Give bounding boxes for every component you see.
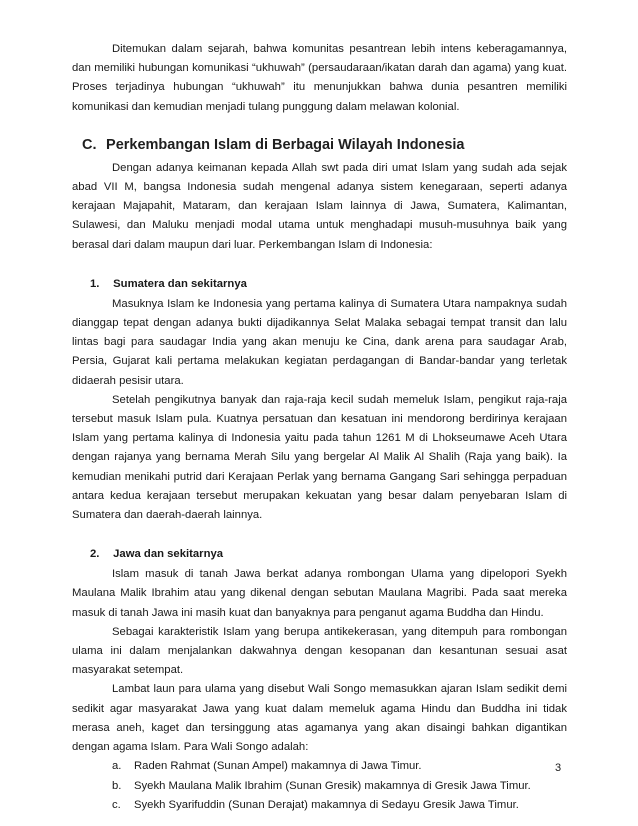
document-page xyxy=(72,40,567,815)
section-c-letter: C. xyxy=(82,136,97,153)
list-item-text: Syekh Syarifuddin (Sunan Derajat) makamnya di Sedayu Gresik Jawa Timur. xyxy=(134,798,519,811)
list-item-text: Syekh Maulana Malik Ibrahim (Sunan Gresik) makamnya di Gresik Jawa Timur. xyxy=(134,779,531,792)
list-marker: c. xyxy=(112,798,121,811)
page-number: 3 xyxy=(555,762,562,774)
list-item xyxy=(112,796,567,815)
subsection-1-heading xyxy=(90,275,567,294)
list-item xyxy=(112,757,567,776)
subsection-1-paragraph-1: Masuknya Islam ke Indonesia yang pertama kalinya di Sumatera Utara nampaknya sudah dianggap tepat dengan adanya bukti dijadikannya Selat Malaka sebagai tempat transit dan lalu lintas bagi para saudagar India yang akan menuju ke Cina, dank arena para saudagar Arab, Persia, Gujarat kali pertama melakukan kegiatan perdagangan di Bandar-bandar yang terletak didaerah pesisir utara. xyxy=(72,297,567,387)
subsection-2-paragraph-1: Islam masuk di tanah Jawa berkat adanya rombongan Ulama yang dipelopori Syekh Maulana Malik Ibrahim atau yang dikenal dengan sebutan Maulana Magribi. Pada saat mereka masuk di tanah Jawa ini masih kuat dan banyaknya para penganut agama Buddha dan Hindu. xyxy=(72,568,567,619)
section-c-heading xyxy=(82,135,567,155)
subsection-2-title: Jawa dan sekitarnya xyxy=(113,548,224,561)
subsection-2-heading xyxy=(90,545,567,564)
list-item-text: Raden Rahmat (Sunan Ampel) makamnya di Jawa Timur. xyxy=(134,760,422,773)
subsection-1-title: Sumatera dan sekitarnya xyxy=(113,277,247,290)
wali-songo-list xyxy=(72,757,567,815)
list-marker: b. xyxy=(112,779,122,792)
subsection-2-paragraph-2: Sebagai karakteristik Islam yang berupa antikekerasan, yang ditempuh para rombongan ulama ini dalam menjalankan dakwahnya dengan kesopanan dan kesantunan sesuai asat masyarakat setempat. xyxy=(72,625,567,677)
list-item xyxy=(112,777,567,796)
list-marker: a. xyxy=(112,760,122,773)
subsection-1-paragraph-2: Setelah pengikutnya banyak dan raja-raja kecil sudah memeluk Islam, pengikut raja-raja tersebut masuk Islam pula. Kuatnya persatuan dan kesatuan ini mendorong berdirinya kerajaan Islam yang pertama kalinya di Indonesia yaitu pada tahun 1261 M di Lhokseumawe Aceh Utara dengan rajanya yang bernama Merah Silu yang bergelar Al Malik Al Shalih (Raja yang baik). Ia kemudian menikahi putrid dari Kerajaan Perlak yang bernama Gangang Sari sehingga perpaduan antara kedua kerajaan tersebut merupakan kekuatan yang besar dalam penyebaran Islam di Sumatera dan daerah-daerah lainnya. xyxy=(72,393,567,522)
subsection-1-number: 1. xyxy=(90,277,100,290)
subsection-2-number: 2. xyxy=(90,548,100,561)
intro-paragraph: Ditemukan dalam sejarah, bahwa komunitas pesantrean lebih intens keberagamannya, dan memiliki hubungan komunikasi “ukhuwah” (persaudaraan/ikatan darah dan agama) yang kuat. Proses terjadinya hubungan “ukhuwah” itu menunjukkan bahwa dunia pesantren memiliki komunikasi dan kemudian menjadi tulang punggung dalam melawan kolonial. xyxy=(72,43,567,113)
subsection-2-paragraph-3: Lambat laun para ulama yang disebut Wali Songo memasukkan ajaran Islam sedikit demi sedikit agar masyarakat Jawa yang kuat dalam memeluk agama Hindu dan Buddha ini tidak merasa aneh, kaget dan tersinggung atas agamanya yang akan disaingi bahkan digantikan dengan agama Islam. Para Wali Songo adalah: xyxy=(72,683,567,754)
section-c-paragraph: Dengan adanya keimanan kepada Allah swt pada diri umat Islam yang sudah ada sejak abad VII M, bangsa Indonesia sudah mengenal adanya sistem kenegaraan, seperti adanya kerajaan Majapahit, Mataram, dan kerajaan Islam lainnya di Jawa, Sumatera, Kalimantan, Sulawesi, dan Maluku menjadi modal utama untuk menghadapi musuh-musuhnya baik yang berasal dari dalam maupun dari luar. Perkembangan Islam di Indonesia: xyxy=(72,161,567,251)
section-c-title: Perkembangan Islam di Berbagai Wilayah Indonesia xyxy=(106,136,465,153)
